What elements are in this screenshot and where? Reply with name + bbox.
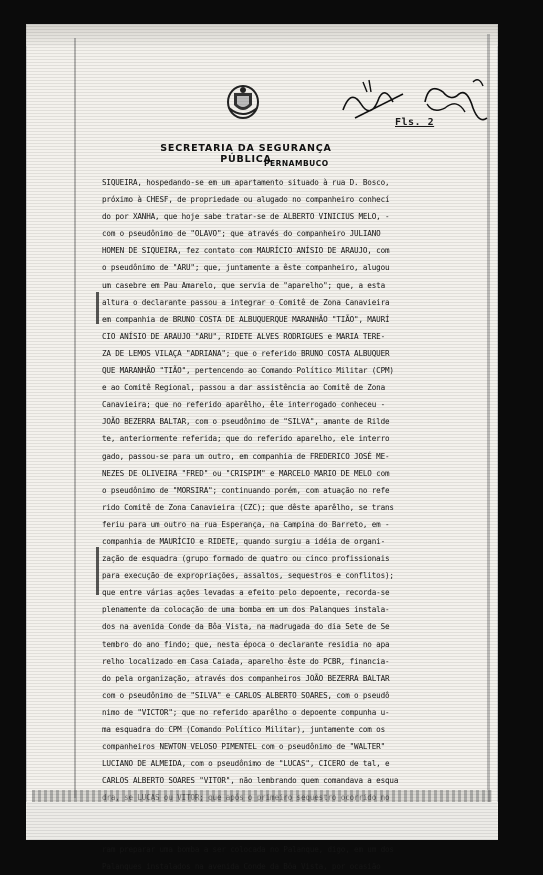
text-line: próximo à CHESF, de propriedade ou alugado no companheiro conhecí <box>102 195 390 205</box>
text-line: e ao Comitê Regional, passou a dar assistência ao Comitê de Zona <box>102 383 385 393</box>
text-line: tembro do ano findo; que, nesta época o declarante residia no apa <box>102 639 390 649</box>
text-line: NEZES DE OLIVEIRA "FRED" ou "CRISPIM" e MARCELO MARIO DE MELO com <box>102 468 390 478</box>
text-line: que entre várias ações levadas a efeito pelo depoente, recorda-se <box>102 588 390 598</box>
text-line: te, anteriormente referida; que do referido aparelho, ele interro <box>102 434 390 444</box>
text-line: com o pseudônimo de "SILVA" e CARLOS ALBERTO SOARES, com o pseudô <box>102 690 390 700</box>
margin-mark <box>96 292 99 324</box>
text-line: HOMEN DE SIQUEIRA, fez contato com MAURÍCIO ANÍSIO DE ARAUJO, com <box>102 246 390 256</box>
document-page <box>26 24 498 871</box>
text-line: companheiros NEWTON VELOSO PIMENTEL com o pseudônimo de "WALTER" <box>102 742 385 752</box>
text-line: QUE MARANHÃO "TIÃO", pertencendo ao Comando Político Militar (CPM) <box>102 366 394 376</box>
text-line: gado, passou-se para um outro, em companhia de FREDERICO JOSÉ ME- <box>102 451 390 461</box>
text-line: JOÃO BEZERRA BALTAR, com o pseudônimo de "SILVA", amante de Rilde <box>102 417 390 427</box>
text-line: dos na avenida Conde da Bôa Vista, na madrugada do dia Sete de Se <box>102 622 390 632</box>
text-line: ma esquadra do CPM (Comando Político Militar), juntamente com os <box>102 725 385 734</box>
text-line: CIO ANÍSIO DE ARAUJO "ARU", RIDETE ALVES RODRIGUES e MARIA TERE- <box>102 331 385 341</box>
scan-artifact <box>32 790 492 802</box>
blank-footer-area <box>26 802 498 840</box>
text-line: relho localizado em Casa Caiada, aparelho êste do PCBR, financia- <box>102 656 390 666</box>
text-line: ram preparar uma bomba a ser colocada no Palanque, digo, em um dos <box>102 844 394 854</box>
text-line: em companhia de BRUNO COSTA DE ALBUQUERQUE MARANHÃO "TIÃO", MAURÍ <box>102 314 390 324</box>
text-line: com o pseudônimo de "OLAVO"; que através do companheiro JULIANO <box>102 229 381 239</box>
text-line: Palanques instalados na avenida Conde da Bôa Vista, por ocasião <box>102 861 381 871</box>
text-line: Canavieira; que no referido aparêlho, êle interrogado conheceu - <box>102 400 385 410</box>
page-title: SECRETARIA DA SEGURANÇA PÚBLICA <box>160 143 332 165</box>
text-line: companhia de MAURÍCIO e RIDETE, quando surgiu a idéia de organi- <box>102 536 385 546</box>
text-line: o pseudônimo de "MORSIRA"; continuando porém, com atuação no refe <box>102 485 390 495</box>
text-line: rido Comitê de Zona Canavieira (CZC); que dêste aparêlho, se trans <box>102 502 394 512</box>
text-line: SIQUEIRA, hospedando-se em um apartamento situado à rua D. Bosco, <box>102 178 390 187</box>
text-line: plenamente da colocação de uma bomba em um dos Palanques instala- <box>102 605 390 615</box>
text-line: feriu para um outro na rua Esperança, na Campina do Barreto, em - <box>102 519 390 529</box>
text-line: CARLOS ALBERTO SOARES "VITOR", não lembrando quem comandava a esqua <box>102 776 399 786</box>
scan-edge-line <box>487 34 490 834</box>
text-line: LUCIANO DE ALMEIDA, com o pseudônimo de "LUCAS", CICERO de tal, e <box>102 759 390 769</box>
text-line: nimo de "VICTOR"; que no referido aparêlho o depoente compunha u- <box>102 707 390 717</box>
folio-number: Fls. 2 <box>395 117 435 128</box>
text-line: altura o declarante passou a integrar o Comitê de Zona Canavieira <box>102 297 390 307</box>
page-subtitle: PERNAMBUCO <box>264 159 329 168</box>
text-line: zação de esquadra (grupo formado de quatro ou cinco profissionais <box>102 554 390 564</box>
text-line: um casebre em Pau Amarelo, que servia de "aparelho"; que, a esta <box>102 280 385 290</box>
state-coat-of-arms-seal <box>225 84 261 120</box>
margin-mark <box>96 547 99 595</box>
text-line: o pseudônimo de "ARU"; que, juntamente a êste companheiro, alugou <box>102 263 390 273</box>
text-line: para execução de expropriações, assaltos, sequestros e conflitos); <box>102 571 394 581</box>
testimony-body <box>102 174 486 875</box>
text-line: do pela organização, através dos companheiros JOÃO BEZERRA BALTAR <box>102 673 390 683</box>
text-line: do por XANHA, que hoje sabe tratar-se de ALBERTO VINICIUS MELO, - <box>102 212 390 222</box>
text-line: ZA DE LEMOS VILAÇA "ADRIANA"; que o referido BRUNO COSTA ALBUQUER <box>102 348 390 358</box>
margin-rule <box>74 38 76 798</box>
